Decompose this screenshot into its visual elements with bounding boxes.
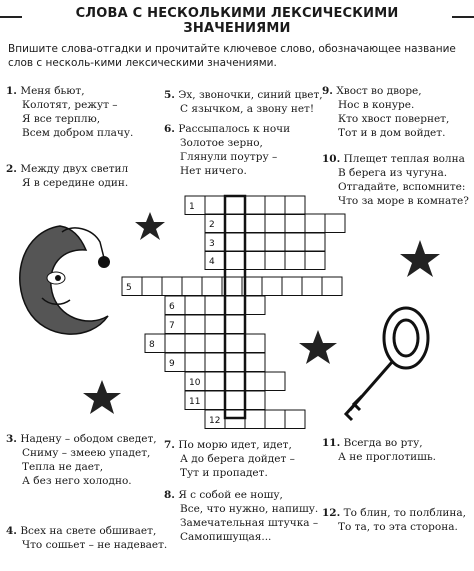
- crossword-cell[interactable]: [205, 391, 225, 410]
- crossword-cell[interactable]: [305, 251, 325, 270]
- riddle-7: 7. По морю идет, идет, А до берега дойдет – Тут и пропадет.: [164, 439, 295, 479]
- moon-icon: [20, 226, 110, 334]
- crossword-cell[interactable]: [282, 277, 302, 296]
- crossword-clue-number: 1: [189, 202, 195, 212]
- riddle-12: 12. То блин, то полблина, То та, то эта сторона.: [322, 507, 466, 533]
- crossword-cell[interactable]: [182, 277, 202, 296]
- riddle-9: 9. Хвост во дворе, Нос в конуре. Кто хвост повернет, Тот и в дом войдет.: [322, 85, 450, 139]
- crossword-cell[interactable]: [265, 233, 285, 252]
- crossword-cell[interactable]: [142, 277, 162, 296]
- crossword-cell[interactable]: [302, 277, 322, 296]
- crossword-clue-number: 7: [169, 321, 175, 331]
- crossword-cell[interactable]: [165, 296, 185, 315]
- crossword-cell[interactable]: [285, 233, 305, 252]
- crossword-cell[interactable]: [222, 277, 242, 296]
- crossword-cell[interactable]: [225, 214, 245, 233]
- page-title: СЛОВА С НЕСКОЛЬКИМИ ЛЕКСИЧЕСКИМИ ЗНАЧЕНИЯМИ: [22, 6, 452, 36]
- riddle-2: 2. Между двух светил Я в середине один.: [6, 163, 129, 189]
- crossword-cell[interactable]: [225, 315, 245, 334]
- riddle-11: 11. Всегда во рту, А не проглотишь.: [322, 437, 436, 463]
- crossword-cell[interactable]: [205, 196, 225, 215]
- crossword-clue-number: 5: [126, 283, 132, 293]
- crossword-cell[interactable]: [285, 410, 305, 429]
- star-icon: [135, 212, 165, 240]
- crossword-cell[interactable]: [165, 353, 185, 372]
- riddle-10: 10. Плещет теплая волна В берега из чугуна. Отгадайте, вспомните: Что за море в комнате?: [322, 153, 469, 207]
- header-bar: [0, 0, 474, 36]
- crossword-cell[interactable]: [205, 353, 225, 372]
- crossword-cell[interactable]: [285, 251, 305, 270]
- crossword-grid: [122, 196, 345, 429]
- crossword-cell[interactable]: [245, 214, 265, 233]
- crossword-cell[interactable]: [205, 233, 225, 252]
- riddle-4: 4. Всех на свете обшивает, Что сошьет – не надевает.: [6, 525, 168, 551]
- riddle-6: 6. Рассыпалось к ночи Золотое зерно, Глянули поутру – Нет ничего.: [164, 123, 291, 177]
- crossword-cell[interactable]: [305, 214, 325, 233]
- crossword-cell[interactable]: [185, 391, 205, 410]
- crossword-cell[interactable]: [185, 353, 205, 372]
- crossword-cell[interactable]: [225, 196, 245, 215]
- star-icon: [400, 240, 440, 277]
- crossword-cell[interactable]: [262, 277, 282, 296]
- crossword-cell[interactable]: [205, 372, 225, 391]
- crossword-cell[interactable]: [205, 334, 225, 353]
- crossword-cell[interactable]: [322, 277, 342, 296]
- crossword-cell[interactable]: [122, 277, 142, 296]
- crossword-cell[interactable]: [205, 296, 225, 315]
- instructions-text: Впишите слова-отгадки и прочитайте ключевое слово, обозначающее название слов с несколь-кими лексическими значениями.: [8, 43, 456, 69]
- crossword-cell[interactable]: [285, 214, 305, 233]
- crossword-cell[interactable]: [245, 334, 265, 353]
- crossword-cell[interactable]: [265, 196, 285, 215]
- crossword-cell[interactable]: [265, 410, 285, 429]
- crossword-cell[interactable]: [145, 334, 165, 353]
- crossword-clue-number: 4: [209, 257, 215, 267]
- crossword-cell[interactable]: [185, 296, 205, 315]
- crossword-cell[interactable]: [225, 391, 245, 410]
- crossword-cell[interactable]: [185, 196, 205, 215]
- crossword-cell[interactable]: [205, 410, 225, 429]
- crossword-clue-number: 8: [149, 340, 155, 350]
- crossword-cell[interactable]: [225, 353, 245, 372]
- riddle-3: 3. Надену – ободом сведет, Сниму – змеею упадет, Тепла не дает, А без него холодно.: [6, 433, 157, 487]
- crossword-cell[interactable]: [165, 334, 185, 353]
- crossword-clue-number: 11: [189, 397, 201, 407]
- crossword-clue-number: 9: [169, 359, 175, 369]
- crossword-cell[interactable]: [245, 410, 265, 429]
- crossword-cell[interactable]: [245, 196, 265, 215]
- crossword-cell[interactable]: [225, 372, 245, 391]
- crossword-cell[interactable]: [202, 277, 222, 296]
- crossword-cell[interactable]: [325, 214, 345, 233]
- crossword-cell[interactable]: [205, 251, 225, 270]
- star-icon: [83, 380, 121, 414]
- key-icon: [346, 308, 428, 420]
- crossword-cell[interactable]: [245, 233, 265, 252]
- crossword-cell[interactable]: [285, 196, 305, 215]
- crossword-cell[interactable]: [205, 315, 225, 334]
- crossword-cell[interactable]: [185, 334, 205, 353]
- riddle-8: 8. Я с собой ее ношу, Все, что нужно, напишу. Замечательная штучка – Самопишущая...: [164, 489, 319, 543]
- crossword-cell[interactable]: [265, 251, 285, 270]
- crossword-cell[interactable]: [245, 353, 265, 372]
- crossword-cell[interactable]: [185, 315, 205, 334]
- crossword-clue-number: 12: [209, 416, 221, 426]
- crossword-cell[interactable]: [245, 391, 265, 410]
- crossword-cell[interactable]: [162, 277, 182, 296]
- crossword-cell[interactable]: [305, 233, 325, 252]
- crossword-cell[interactable]: [245, 251, 265, 270]
- crossword-cell[interactable]: [185, 372, 205, 391]
- crossword-cell[interactable]: [245, 296, 265, 315]
- crossword-cell[interactable]: [225, 410, 245, 429]
- crossword-clue-number: 10: [189, 378, 201, 388]
- crossword-cell[interactable]: [242, 277, 262, 296]
- crossword-cell[interactable]: [225, 233, 245, 252]
- crossword-cell[interactable]: [225, 251, 245, 270]
- crossword-cell[interactable]: [225, 296, 245, 315]
- crossword-cell[interactable]: [265, 214, 285, 233]
- crossword-clue-number: 6: [169, 302, 175, 312]
- crossword-cell[interactable]: [205, 214, 225, 233]
- crossword-cell[interactable]: [165, 315, 185, 334]
- crossword-cell[interactable]: [245, 372, 265, 391]
- crossword-clue-number: 3: [209, 239, 215, 249]
- crossword-cell[interactable]: [225, 334, 245, 353]
- star-icon: [299, 330, 337, 364]
- crossword-clue-number: 2: [209, 220, 215, 230]
- riddle-1: 1. Меня бьют, Колотят, режут – Я все терплю, Всем добром плачу.: [6, 85, 134, 139]
- riddle-5: 5. Эх, звоночки, синий цвет, С язычком, а звону нет!: [164, 89, 323, 115]
- crossword-cell[interactable]: [265, 372, 285, 391]
